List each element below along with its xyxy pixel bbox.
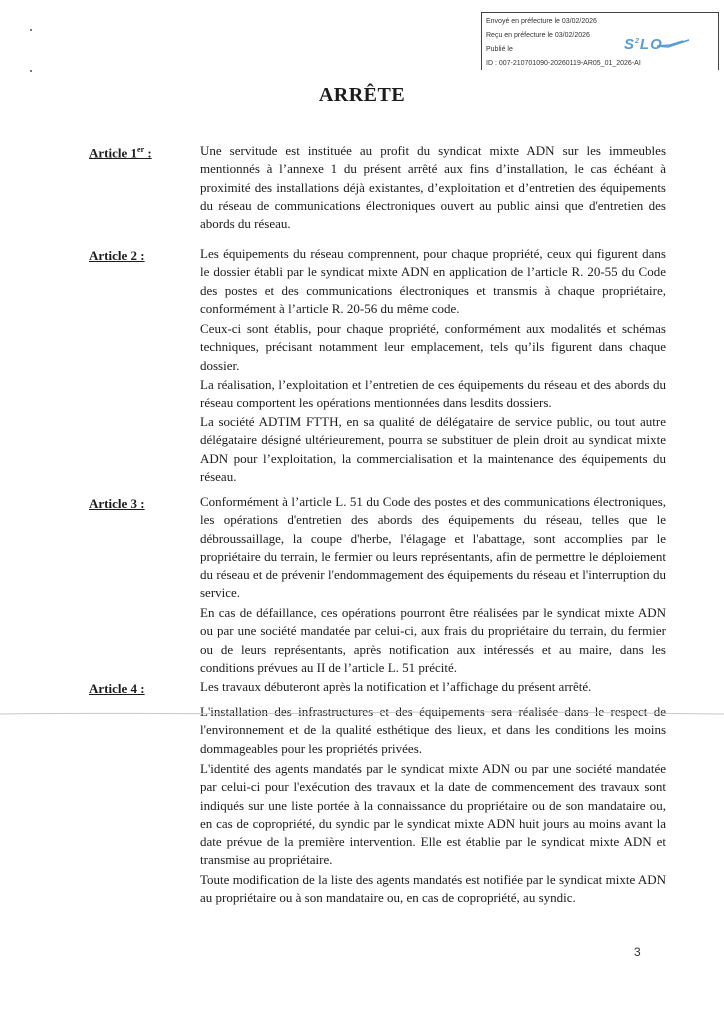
page-number: 3 bbox=[634, 945, 641, 959]
article-1-label: Article 1er : bbox=[89, 145, 152, 161]
article-4-paragraph: L'identité des agents mandatés par le syndicat mixte ADN ou par une société mandatée par celui-ci pour l'exécution des travaux et la date de commencement des travaux sont indiqués sur une liste portée à la connaissance du propriétaire ou de son mandataire ou, en cas de copropriété, du syndic par le syndicat mixte ADN huit jours au moins avant la date prévue de la première intervention. Elle est établie par le syndicat mixte ADN et transmise au propriétaire. bbox=[200, 761, 666, 868]
stamp-received: Reçu en préfecture le 03/02/2026 bbox=[486, 32, 590, 39]
article-4-paragraph: Toute modification de la liste des agents mandatés est notifiée par le syndicat mixte ADN au propriétaire ou à son mandataire ou, en cas de copropriété, au syndic. bbox=[200, 872, 666, 906]
s2lo-logo: $S^2LO$ bbox=[624, 36, 663, 53]
article-3-paragraph: Conformément à l’article L. 51 du Code des postes et des communications électroniques, les opérations d'entretien des abords des équipements du réseau, telles que le débroussaillage, la coupe d'herbe, l'élagage et l'abattage, sont accomplies par le propriétaire du terrain, le fermier ou leurs représentants, afin de permettre le déploiement du réseau et de prévenir l'endommagement des équipements du réseau et l'interruption du service. bbox=[200, 494, 666, 601]
article-4-label: Article 4 : bbox=[89, 681, 145, 696]
stamp-sent: Envoyé en préfecture le 03/02/2026 bbox=[486, 18, 597, 25]
article-1-paragraph: Une servitude est instituée au profit du syndicat mixte ADN sur les immeubles mentionnés à l’annexe 1 du présent arrêté aux fins d’installation, le cas échéant à proximité des installations déjà existantes, d’exploitation et d’entretien des équipements du réseau de communications électroniques ouvert au public ainsi que d'entretien des abords du réseau. bbox=[200, 143, 666, 232]
article-4-paragraph: Les travaux débuteront après la notification et l’affichage du présent arrêté. bbox=[200, 679, 592, 694]
scan-speck bbox=[30, 70, 32, 72]
page-title: ARRÊTE bbox=[318, 84, 406, 106]
article-2-label: Article 2 : bbox=[89, 248, 145, 263]
stamp-id: ID : 007-210701090-20260119-AR05_01_2026-AI bbox=[486, 60, 641, 67]
plane-icon bbox=[656, 38, 690, 50]
article-4-paragraph: L'installation des infrastructures et des équipements sera réalisée dans le respect de l'environnement et de la qualité esthétique des lieux, et dans les conditions les moins dommageables pour les propriétés privées. bbox=[200, 704, 666, 756]
paper-fold-line bbox=[0, 710, 724, 716]
stamp-published: Publié le bbox=[486, 46, 513, 53]
article-2-paragraph: La réalisation, l’exploitation et l’entretien de ces équipements du réseau et des abords du réseau comportent les opérations mentionnées dans lesdits dossiers. bbox=[200, 377, 666, 411]
article-3-paragraph: En cas de défaillance, ces opérations pourront être réalisées par le syndicat mixte ADN ou par une société mandatée par celui-ci, aux frais du propriétaire du terrain, du fermier ou de leurs représentants, après notification aux intéressés et au maire, dans les conditions prévues au II de l’article L. 51 précité. bbox=[200, 605, 666, 675]
article-2-paragraph: Ceux-ci sont établis, pour chaque propriété, conformément aux modalités et schémas techniques, précisant notamment leur emplacement, tels qu’ils figurent dans chaque dossier. bbox=[200, 321, 666, 373]
scan-speck bbox=[30, 29, 32, 31]
article-2-paragraph: Les équipements du réseau comprennent, pour chaque propriété, ceux qui figurent dans le dossier établi par le syndicat mixte ADN en application de l’article R. 20-55 du Code des postes et des communications électroniques et transmis à chaque propriétaire, conformément à l’article R. 20-56 du même code. bbox=[200, 246, 666, 316]
prefecture-stamp bbox=[481, 12, 719, 70]
article-2-paragraph: La société ADTIM FTTH, en sa qualité de délégataire de service public, ou tout autre délégataire désigné ultérieurement, pourra se substituer de plein droit au syndicat mixte ADN pour l’exploitation, la commercialisation et la maintenance des équipements du réseau. bbox=[200, 414, 666, 484]
article-3-label: Article 3 : bbox=[89, 496, 145, 511]
